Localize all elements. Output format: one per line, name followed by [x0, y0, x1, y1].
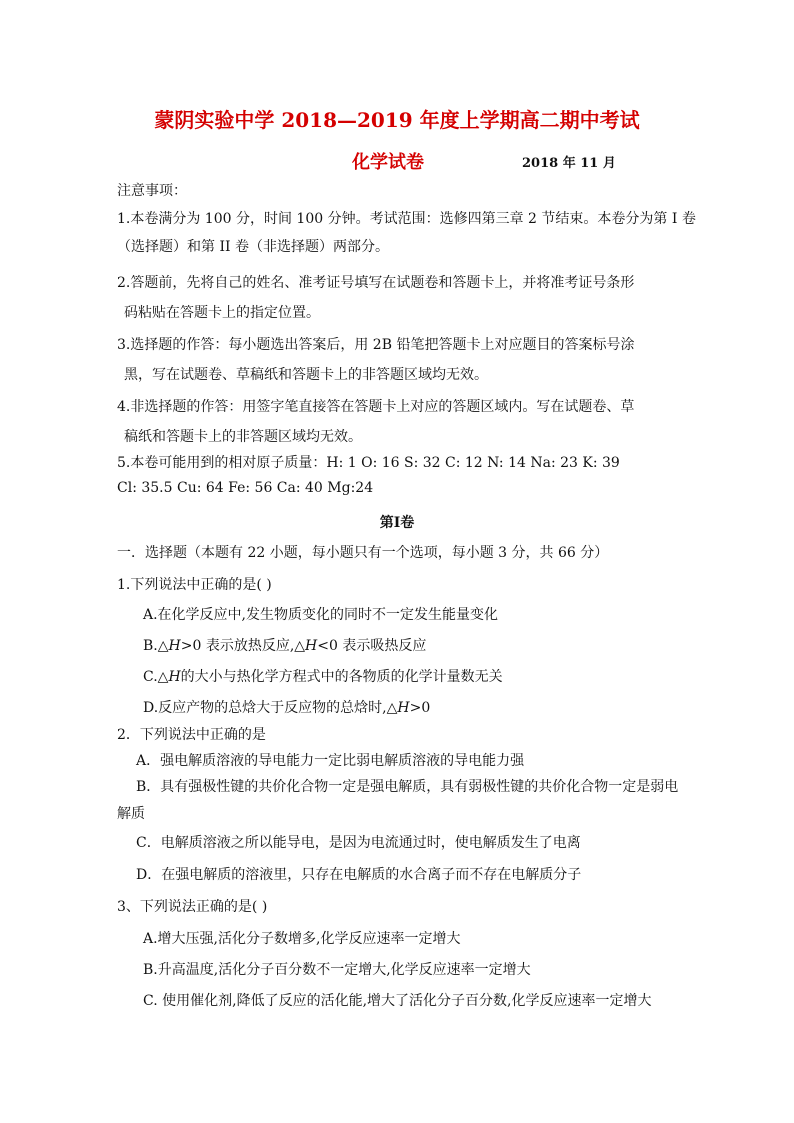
note-1-line-1: 1.本卷满分为 100 分，时间 100 分钟。考试范围：选修四第三章 2 节结束。本卷分为第 I 卷 [117, 211, 696, 227]
question-1-option-a: A.在化学反应中,发生物质变化的同时不一定发生能量变化 [143, 607, 499, 623]
exam-title: 蒙阴实验中学 2018—2019 年度上学期高二期中考试 [154, 108, 640, 132]
note-1-line-2: （选择题）和第 II 卷（非选择题）两部分。 [117, 239, 389, 255]
section-title: 第Ⅰ卷 [379, 515, 415, 531]
question-1-option-c: C.△H的大小与热化学方程式中的各物质的化学计量数无关 [143, 669, 503, 685]
question-3-option-c: C. 使用催化剂,降低了反应的活化能,增大了活化分子百分数,化学反应速率一定增大 [143, 993, 652, 1009]
question-3-option-b: B.升高温度,活化分子百分数不一定增大,化学反应速率一定增大 [143, 962, 531, 978]
note-4-line-1: 4.非选择题的作答：用签字笔直接答在答题卡上对应的答题区域内。写在试题卷、草 [117, 399, 635, 415]
note-5-line-1: 5.本卷可能用到的相对原子质量：H: 1 O: 16 S: 32 C: 12 N: 14 Na: 23 K: 39 [117, 455, 620, 471]
note-4-line-2: 稿纸和答题卡上的非答题区域均无效。 [124, 429, 362, 445]
question-3-stem: 3、下列说法正确的是( ) [117, 899, 268, 915]
question-1-option-d: D.反应产物的总焓大于反应物的总焓时,△H>0 [143, 700, 431, 716]
note-2-line-2: 码粘贴在答题卡上的指定位置。 [124, 305, 320, 321]
question-3-option-a: A.增大压强,活化分子数增多,化学反应速率一定增大 [143, 931, 461, 947]
question-1-option-b: B.△H>0 表示放热反应,△H<0 表示吸热反应 [143, 638, 427, 654]
question-2-option-b-line-1: B．具有强极性键的共价化合物一定是强电解质，具有弱极性键的共价化合物一定是弱电 [136, 779, 679, 795]
question-2-option-b-line-2: 解质 [117, 806, 145, 822]
notes-heading: 注意事项： [117, 183, 187, 199]
section-instruction: 一．选择题（本题有 22 小题，每小题只有一个选项，每小题 3 分，共 66 分） [117, 545, 609, 561]
exam-date: 2018 年 11 月 [522, 156, 616, 171]
note-2-line-1: 2.答题前，先将自己的姓名、准考证号填写在试题卷和答题卡上，并将准考证号条形 [117, 275, 635, 291]
note-5-line-2: Cl: 35.5 Cu: 64 Fe: 56 Ca: 40 Mg:24 [117, 480, 374, 496]
question-2-stem: 2．下列说法中正确的是 [117, 727, 266, 743]
note-3-line-1: 3.选择题的作答：每小题选出答案后，用 2B 铅笔把答题卡上对应题目的答案标号涂 [117, 337, 635, 353]
question-2-option-c: C．电解质溶液之所以能导电，是因为电流通过时，使电解质发生了电离 [136, 835, 581, 851]
question-2-option-d: D．在强电解质的溶液里，只存在电解质的水合离子而不存在电解质分子 [136, 867, 582, 883]
note-3-line-2: 黑，写在试题卷、草稿纸和答题卡上的非答题区域均无效。 [124, 367, 488, 383]
question-1-stem: 1.下列说法中正确的是( ) [117, 577, 272, 593]
question-2-option-a: A．强电解质溶液的导电能力一定比弱电解质溶液的导电能力强 [136, 753, 525, 769]
subject-title: 化学试卷 [352, 152, 424, 173]
